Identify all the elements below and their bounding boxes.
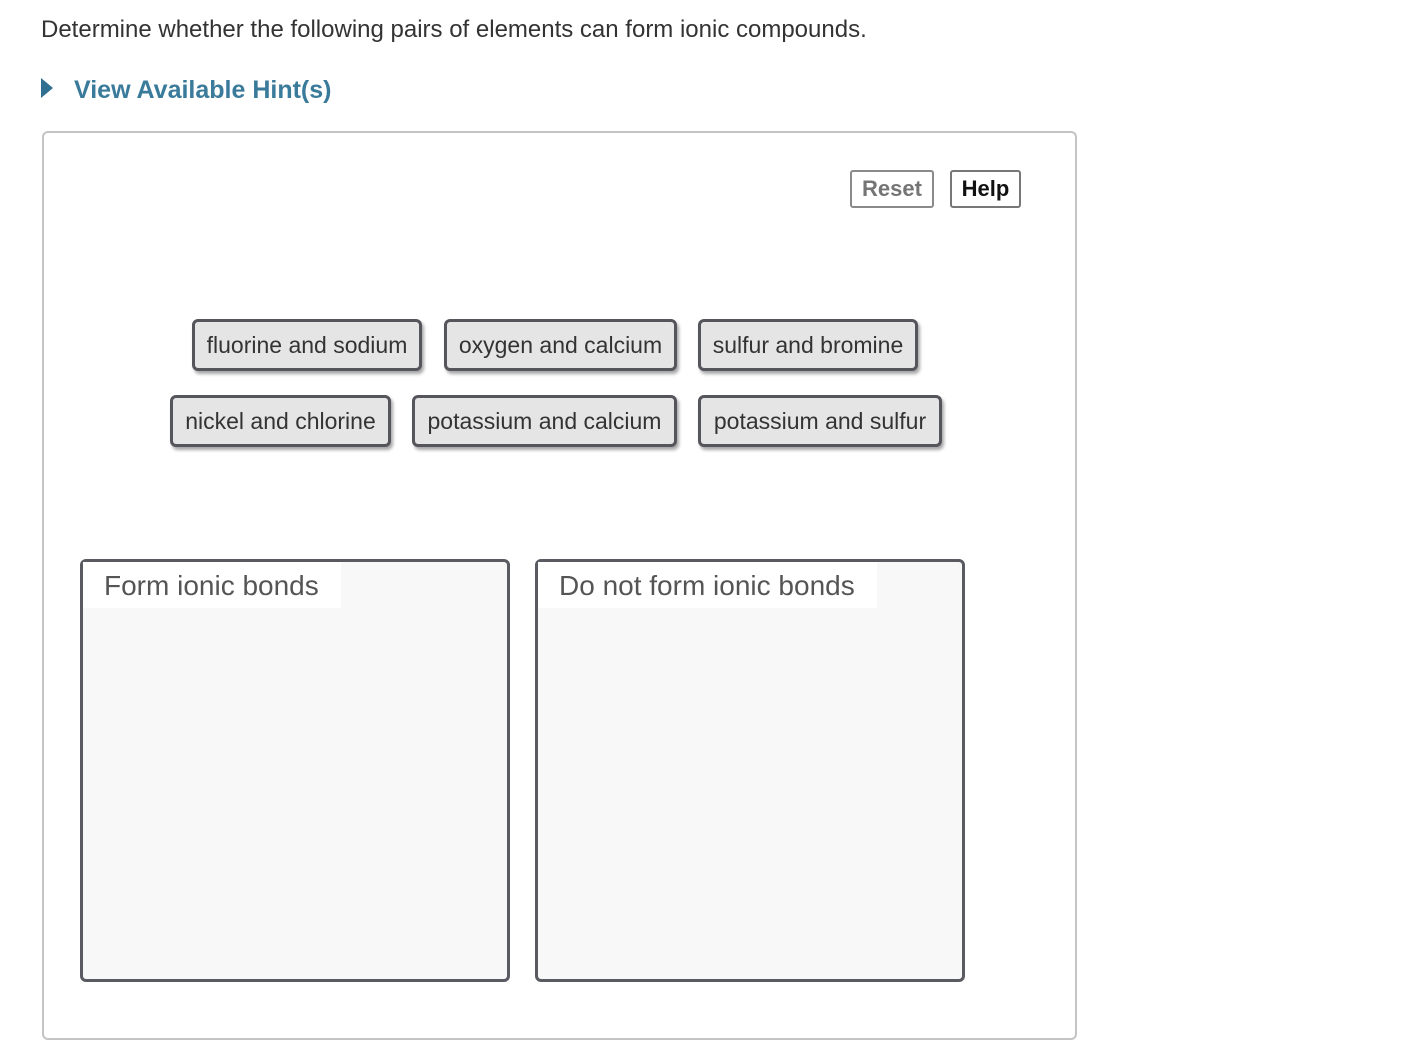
- view-hints-toggle[interactable]: [41, 72, 331, 108]
- caret-right-icon: [41, 78, 53, 98]
- draggable-chip-fluorine-sodium[interactable]: fluorine and sodium: [192, 319, 422, 371]
- drop-zone-do-not-form-ionic-bonds[interactable]: [535, 559, 965, 982]
- reset-button[interactable]: Reset: [850, 170, 934, 208]
- help-button[interactable]: Help: [950, 170, 1021, 208]
- draggable-chip-oxygen-calcium[interactable]: oxygen and calcium: [444, 319, 677, 371]
- drop-zone-form-ionic-bonds[interactable]: [80, 559, 510, 982]
- draggable-chip-potassium-sulfur[interactable]: potassium and sulfur: [698, 395, 942, 447]
- drop-zone-label: Do not form ionic bonds: [538, 562, 877, 608]
- draggable-chip-sulfur-bromine[interactable]: sulfur and bromine: [698, 319, 918, 371]
- view-hints-label[interactable]: View Available Hint(s): [74, 75, 332, 104]
- draggable-chip-potassium-calcium[interactable]: potassium and calcium: [412, 395, 677, 447]
- drop-zone-label: Form ionic bonds: [83, 562, 341, 608]
- draggable-chip-nickel-chlorine[interactable]: nickel and chlorine: [170, 395, 391, 447]
- question-text: Determine whether the following pairs of elements can form ionic compounds.: [41, 16, 867, 43]
- drag-drop-panel: [42, 131, 1077, 1040]
